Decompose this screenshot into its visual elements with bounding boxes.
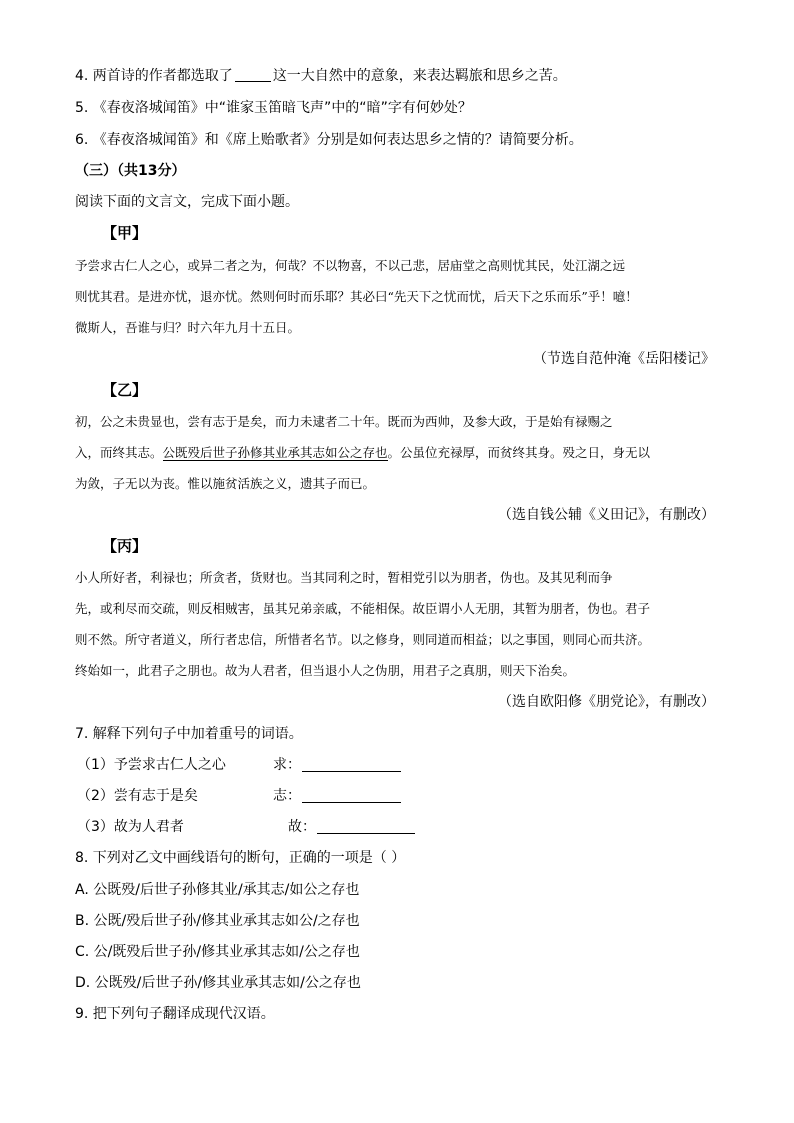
passage-jia-source: （节选自范仲淹《岳阳楼记》 [533,351,715,367]
passage-bing-line: 小人所好者，利禄也；所贪者，货财也。当其同利之时，暂相党引以为朋者，伪也。及其见利而争 [75,570,613,585]
q7-item-1-key: 求： [273,757,301,773]
underlined-sentence: 公既殁后世子孙修其业承其志如公之存也 [162,445,388,460]
passage-bing-heading: 【丙】 [102,537,148,555]
q7-item-2-answer-line[interactable] [302,802,401,803]
question-4 [75,68,567,84]
question-8-stem: 8. 下列对乙文中画线语句的断句，正确的一项是（ ） [75,850,406,866]
passage-yi-line: 为敛，子无以为丧。惟以施贫活族之义，遗其子而已。 [75,476,376,491]
question-6: 6. 《春夜洛城闻笛》和《席上贻歌者》分别是如何表达思乡之情的？请简要分析。 [75,132,583,148]
passage-yi-line: 入，而终其志。公既殁后世子孙修其业承其志如公之存也。公虽位充禄厚，而贫终其身。殁之日，身无以 [75,445,651,460]
q7-item-3-key: 故： [288,819,316,835]
passage-jia-line: 微斯人，吾谁与归？时六年九月十五日。 [75,320,301,335]
question-7-stem: 7. 解释下列句子中加着重号的词语。 [75,726,303,742]
passage-bing-line: 终始如一，此君子之朋也。故为人君者，但当退小人之伪朋，用君子之真朋，则天下治矣。 [75,663,576,678]
passage-yi-heading: 【乙】 [102,381,148,399]
reading-instruction: 阅读下面的文言文，完成下面小题。 [75,194,299,210]
passage-bing-line: 先，或利尽而交疏，则反相贼害，虽其兄弟亲戚，不能相保。故臣谓小人无朋，其暂为朋者，伪也。君子 [75,601,651,616]
q7-item-1-label: （1）予尝求古仁人之心 [77,757,226,773]
section-3-title: （三）（共13分） [75,163,186,179]
passage-yi-source: （选自钱公辅《义田记》，有删改） [498,507,715,523]
q8-option-d[interactable]: D. 公既殁/后世子孙/修其业承其志如/公之存也 [75,975,361,991]
q7-item-2-key: 志： [273,788,301,804]
question-4-stem: 4. 两首诗的作者都选取了 [75,68,233,84]
passage-jia-line: 则忧其君。是进亦忧，退亦忧。然则何时而乐耶？其必曰“先天下之忧而忧，后天下之乐而乐”乎！噫！ [75,289,638,304]
q7-item-2-label: （2）尝有志于是矣 [77,788,198,804]
answer-blank[interactable] [235,69,271,82]
q8-option-a[interactable]: A. 公既殁/后世子孙修其业/承其志/如公之存也 [75,882,360,898]
passage-jia-heading: 【甲】 [102,224,148,242]
question-4-tail: 这一大自然中的意象，来表达羁旅和思乡之苦。 [272,68,567,84]
q8-option-b[interactable]: B. 公既/殁后世子孙/修其业承其志如公/之存也 [75,913,360,929]
question-9-stem: 9. 把下列句子翻译成现代汉语。 [75,1006,275,1022]
q7-item-3-answer-line[interactable] [317,833,415,834]
question-5: 5. 《春夜洛城闻笛》中“谁家玉笛暗飞声”中的“暗”字有何妙处？ [75,100,472,116]
q7-item-3-label: （3）故为人君者 [77,819,184,835]
q7-item-1-answer-line[interactable] [302,771,401,772]
passage-jia-line: 予尝求古仁人之心，或异二者之为，何哉？不以物喜，不以己悲，居庙堂之高则忧其民，处江湖之远 [75,258,626,273]
passage-bing-source: （选自欧阳修《朋党论》，有删改） [498,694,715,710]
q8-option-c[interactable]: C. 公/既殁后世子孙/修其业承其志如/公之存也 [75,944,360,960]
passage-bing-line: 则不然。所守者道义，所行者忠信，所惜者名节。以之修身，则同道而相益；以之事国，则同心而共济。 [75,632,651,647]
passage-yi-line: 初，公之未贵显也，尝有志于是矣，而力未逮者二十年。既而为西帅，及参大政，于是始有禄赐之 [75,414,613,429]
